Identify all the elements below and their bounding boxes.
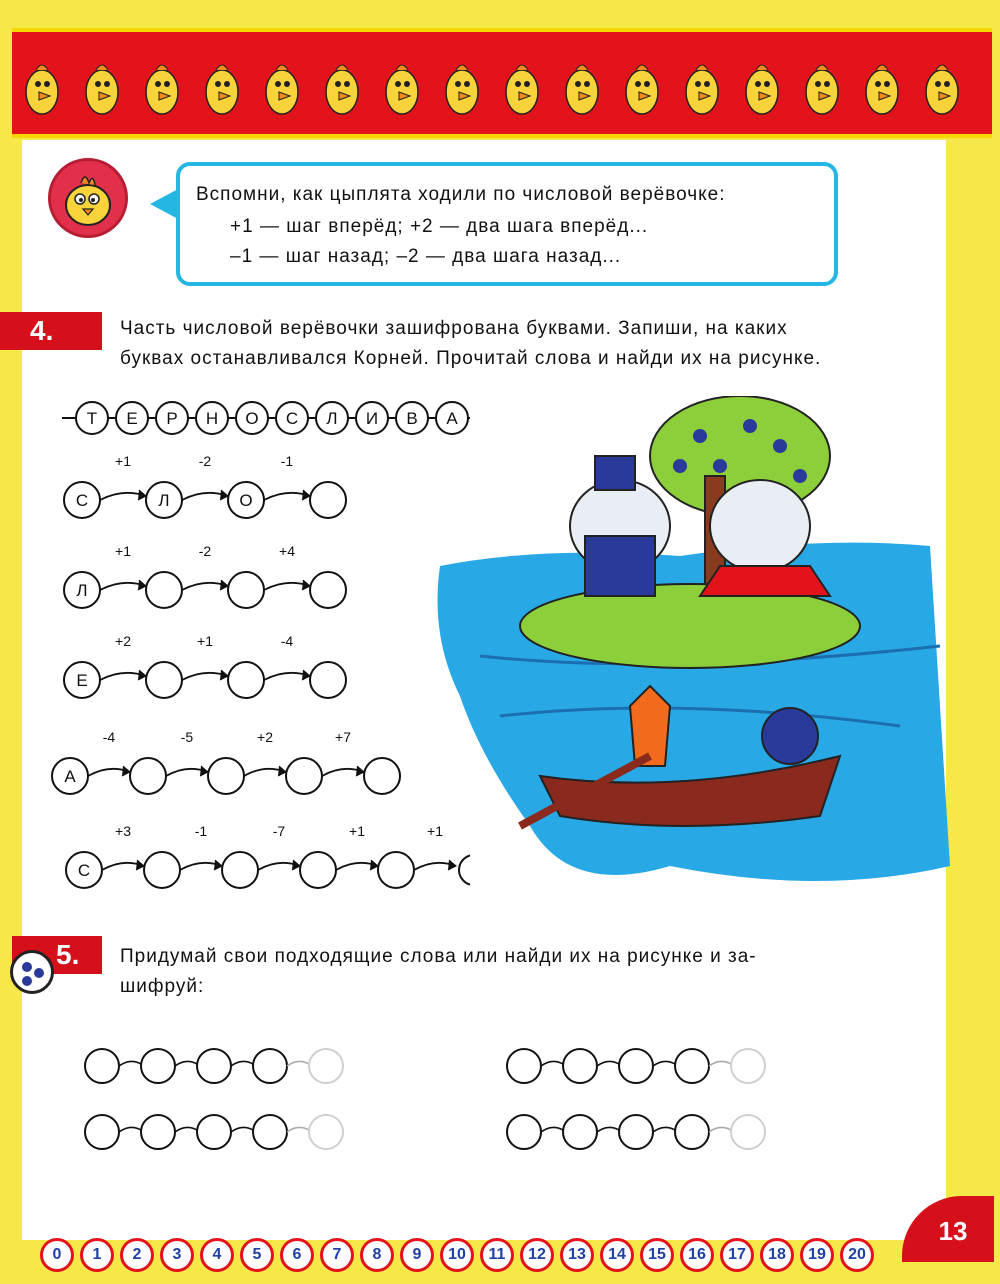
elephant-girl-icon [710,480,810,572]
step-label: -2 [198,453,212,469]
chain-circle[interactable] [310,482,346,518]
chick-avatar-icon [48,158,128,238]
step-label: +2 [257,729,273,745]
step-label: -7 [272,823,286,839]
empty-chain-circle[interactable] [675,1049,709,1083]
task-4-line-2: буквах останавливался Корней. Прочитай слова и найди их на рисунке. [120,348,822,369]
chick-icon [446,65,478,114]
chain-letter: О [239,491,253,510]
chick-icon [86,65,118,114]
chain-circle[interactable] [378,852,414,888]
rope-letter: Н [205,409,219,428]
number-line-item: 16 [680,1238,714,1272]
rope-letter: Т [86,409,98,428]
step-label: -4 [102,729,116,745]
empty-chains [70,1040,950,1180]
rope-letter: С [285,409,299,428]
chick-icon [566,65,598,114]
number-line-item: 4 [200,1238,234,1272]
chick-icon [326,65,358,114]
hint-line-3: –1 — шаг назад; –2 — два шага назад... [230,246,622,267]
step-label: +1 [427,823,443,839]
empty-chain-circle[interactable] [253,1049,287,1083]
number-line-item: 14 [600,1238,634,1272]
number-line-item: 1 [80,1238,114,1272]
rope-letter: В [406,409,418,428]
chain-circle[interactable] [364,758,400,794]
step-label: -1 [280,453,294,469]
number-line-item: 11 [480,1238,514,1272]
task-5-line-1: Придумай свои подходящие слова или найди их на рисунке и за- [120,946,757,967]
step-label: +2 [115,633,131,649]
empty-chain-circle[interactable] [619,1115,653,1149]
task-5-line-2: шифруй: [120,976,205,997]
number-line-item: 6 [280,1238,314,1272]
chain-letter: Л [158,491,170,510]
chain-circle[interactable] [228,572,264,608]
step-label: -2 [198,543,212,559]
chain-circle[interactable] [310,572,346,608]
chick-icon [206,65,238,114]
step-label: +1 [115,453,131,469]
empty-chain-circle[interactable] [309,1115,343,1149]
rope-letter: А [446,409,458,428]
chain-letter: С [77,861,91,880]
empty-chain-circle[interactable] [85,1115,119,1149]
empty-chain-circle[interactable] [141,1115,175,1149]
empty-chain-circle[interactable] [731,1049,765,1083]
chain-circle[interactable] [130,758,166,794]
number-line-item: 2 [120,1238,154,1272]
rope-letter: И [365,409,379,428]
chain-circle[interactable] [286,758,322,794]
step-label: +1 [115,543,131,559]
chain-circle[interactable] [146,572,182,608]
elephants-fox-boat-illustration [420,396,950,896]
empty-chain-circle[interactable] [309,1049,343,1083]
number-line-item: 15 [640,1238,674,1272]
number-line-item: 10 [440,1238,474,1272]
empty-chain-circle[interactable] [731,1115,765,1149]
raccoon-icon [762,708,818,764]
number-line-item: 7 [320,1238,354,1272]
chick-icon [806,65,838,114]
step-label: -1 [194,823,208,839]
task-4-line-1: Часть числовой верёвочки зашифрована буквами. Запиши, на каких [120,318,788,339]
chick-icon [26,65,58,114]
hint-line-2: +1 — шаг вперёд; +2 — два шага вперёд... [230,216,649,237]
task-4-number: 4. [0,312,102,350]
rope-letter: Л [326,409,338,428]
number-line-item: 9 [400,1238,434,1272]
chain-letter: Л [76,581,88,600]
chain-letter: С [75,491,89,510]
rope-letter: О [245,409,259,428]
number-rope-exercise [50,390,470,910]
step-label: +1 [197,633,213,649]
empty-chain-circle[interactable] [619,1049,653,1083]
chain-circle[interactable] [144,852,180,888]
page-number: 13 [902,1196,994,1262]
step-label: +7 [335,729,351,745]
step-label: -5 [180,729,194,745]
number-line-item: 18 [760,1238,794,1272]
step-label: +4 [279,543,295,559]
flower-badge-icon [10,950,54,994]
chick-icon [506,65,538,114]
step-label: +1 [349,823,365,839]
chick-icon [686,65,718,114]
chick-icon [866,65,898,114]
chain-letter: А [64,767,76,786]
hint-line-1: Вспомни, как цыплята ходили по числовой верёвочке: [196,184,726,205]
chain-letter: Е [76,671,88,690]
chick-icon [926,65,958,114]
empty-chain-circle[interactable] [141,1049,175,1083]
chain-circle[interactable] [310,662,346,698]
number-line-item: 0 [40,1238,74,1272]
number-line-item: 8 [360,1238,394,1272]
top-banner [12,28,992,138]
empty-chain-circle[interactable] [253,1115,287,1149]
chick-icon [626,65,658,114]
chick-icon [746,65,778,114]
chain-circle[interactable] [208,758,244,794]
rope-letter: Е [126,409,138,428]
chick-row-icon [12,32,992,134]
number-line-item: 12 [520,1238,554,1272]
empty-chain-circle[interactable] [675,1115,709,1149]
number-line-item: 5 [240,1238,274,1272]
chick-icon [146,65,178,114]
empty-chain-circle[interactable] [507,1115,541,1149]
empty-chain-circle[interactable] [563,1049,597,1083]
rope-letter: Р [166,409,178,428]
chain-circle[interactable] [222,852,258,888]
empty-chain-circle[interactable] [85,1049,119,1083]
step-label: +3 [115,823,131,839]
chick-icon [386,65,418,114]
chain-circle[interactable] [300,852,336,888]
number-line-item: 13 [560,1238,594,1272]
step-label: -4 [280,633,294,649]
chain-circle[interactable] [228,662,264,698]
number-line-item: 20 [840,1238,874,1272]
chick-icon [266,65,298,114]
number-line-item: 17 [720,1238,754,1272]
number-line-item: 3 [160,1238,194,1272]
empty-chain-circle[interactable] [563,1115,597,1149]
empty-chain-circle[interactable] [507,1049,541,1083]
task-5-number: 5. [12,936,102,974]
empty-chain-circle[interactable] [197,1049,231,1083]
empty-chain-circle[interactable] [197,1115,231,1149]
chain-circle[interactable] [146,662,182,698]
number-line-item: 19 [800,1238,834,1272]
